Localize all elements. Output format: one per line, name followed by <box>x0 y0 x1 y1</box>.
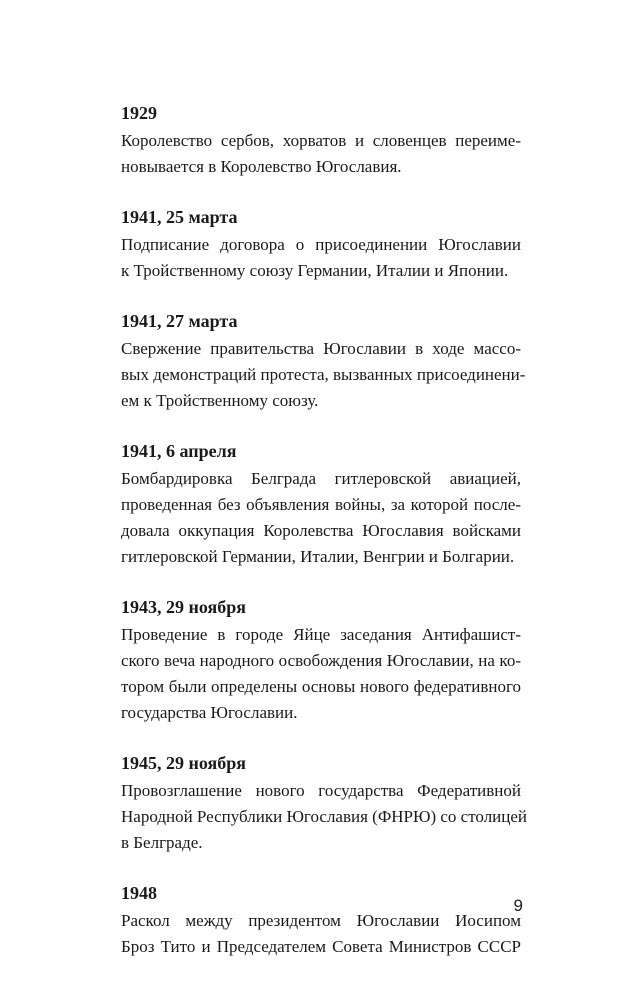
entry-date: 1941, 25 марта <box>121 207 238 227</box>
text-line: довала оккупация Королевства Югославия войсками <box>121 521 521 540</box>
text-line: Раскол между президентом Югославии Иосипом <box>121 911 521 930</box>
entry-text <box>121 466 521 570</box>
entry-text <box>121 778 528 856</box>
entry-date: 1943, 29 ноября <box>121 597 247 617</box>
chronology-entry-1948 <box>121 881 521 960</box>
text-line: Броз Тито и Председателем Совета Министров СССР <box>121 937 521 956</box>
text-line: тором были определены основы нового федеративного <box>121 677 521 696</box>
text-line: ского веча народного освобождения Югославии, на ко- <box>121 651 521 670</box>
text-line: Королевство сербов, хорватов и словенцев переиме- <box>121 131 521 150</box>
text-line: Народной Республики Югославия (ФНРЮ) со столицей <box>121 807 528 826</box>
entry-text <box>121 622 521 726</box>
text-line: в Белграде. <box>121 833 203 852</box>
text-line: Проведение в городе Яйце заседания Антифашист- <box>121 625 521 644</box>
text-line: ем к Тройственному союзу. <box>121 391 319 410</box>
text-line: государства Югославии. <box>121 703 298 722</box>
entry-date: 1941, 27 марта <box>121 311 238 331</box>
text-line: вых демонстраций протеста, вызванных присоединени- <box>121 365 526 384</box>
text-line: Бомбардировка Белграда гитлеровской авиацией, <box>121 469 521 488</box>
entry-date: 1945, 29 ноября <box>121 753 247 773</box>
entry-date: 1948 <box>121 883 157 903</box>
chronology-entry-1941-april-6 <box>121 439 521 570</box>
entry-date: 1929 <box>121 103 157 123</box>
chronology-entry-1945-november-29 <box>121 751 528 856</box>
entry-text <box>121 336 526 414</box>
chronology-entry-1941-march-27 <box>121 309 526 414</box>
text-line: Свержение правительства Югославии в ходе массо- <box>121 339 521 358</box>
text-line: проведенная без объявления войны, за которой после- <box>121 495 521 514</box>
chronology-entry-1929 <box>121 101 521 180</box>
text-line: гитлеровской Германии, Италии, Венгрии и Болгарии. <box>121 547 515 566</box>
text-line: к Тройственному союзу Германии, Италии и Японии. <box>121 261 509 280</box>
text-line: новывается в Королевство Югославия. <box>121 157 402 176</box>
entry-text <box>121 908 521 960</box>
chronology-entry-1943-november-29 <box>121 595 521 726</box>
entry-date: 1941, 6 апреля <box>121 441 237 461</box>
text-line: Провозглашение нового государства Федеративной <box>121 781 521 800</box>
text-line: Подписание договора о присоединении Югославии <box>121 235 521 254</box>
entry-text <box>121 232 521 284</box>
entry-text <box>121 128 521 180</box>
chronology-text <box>121 101 528 985</box>
page-number: 9 <box>513 896 523 915</box>
chronology-entry-1941-march-25 <box>121 205 521 284</box>
